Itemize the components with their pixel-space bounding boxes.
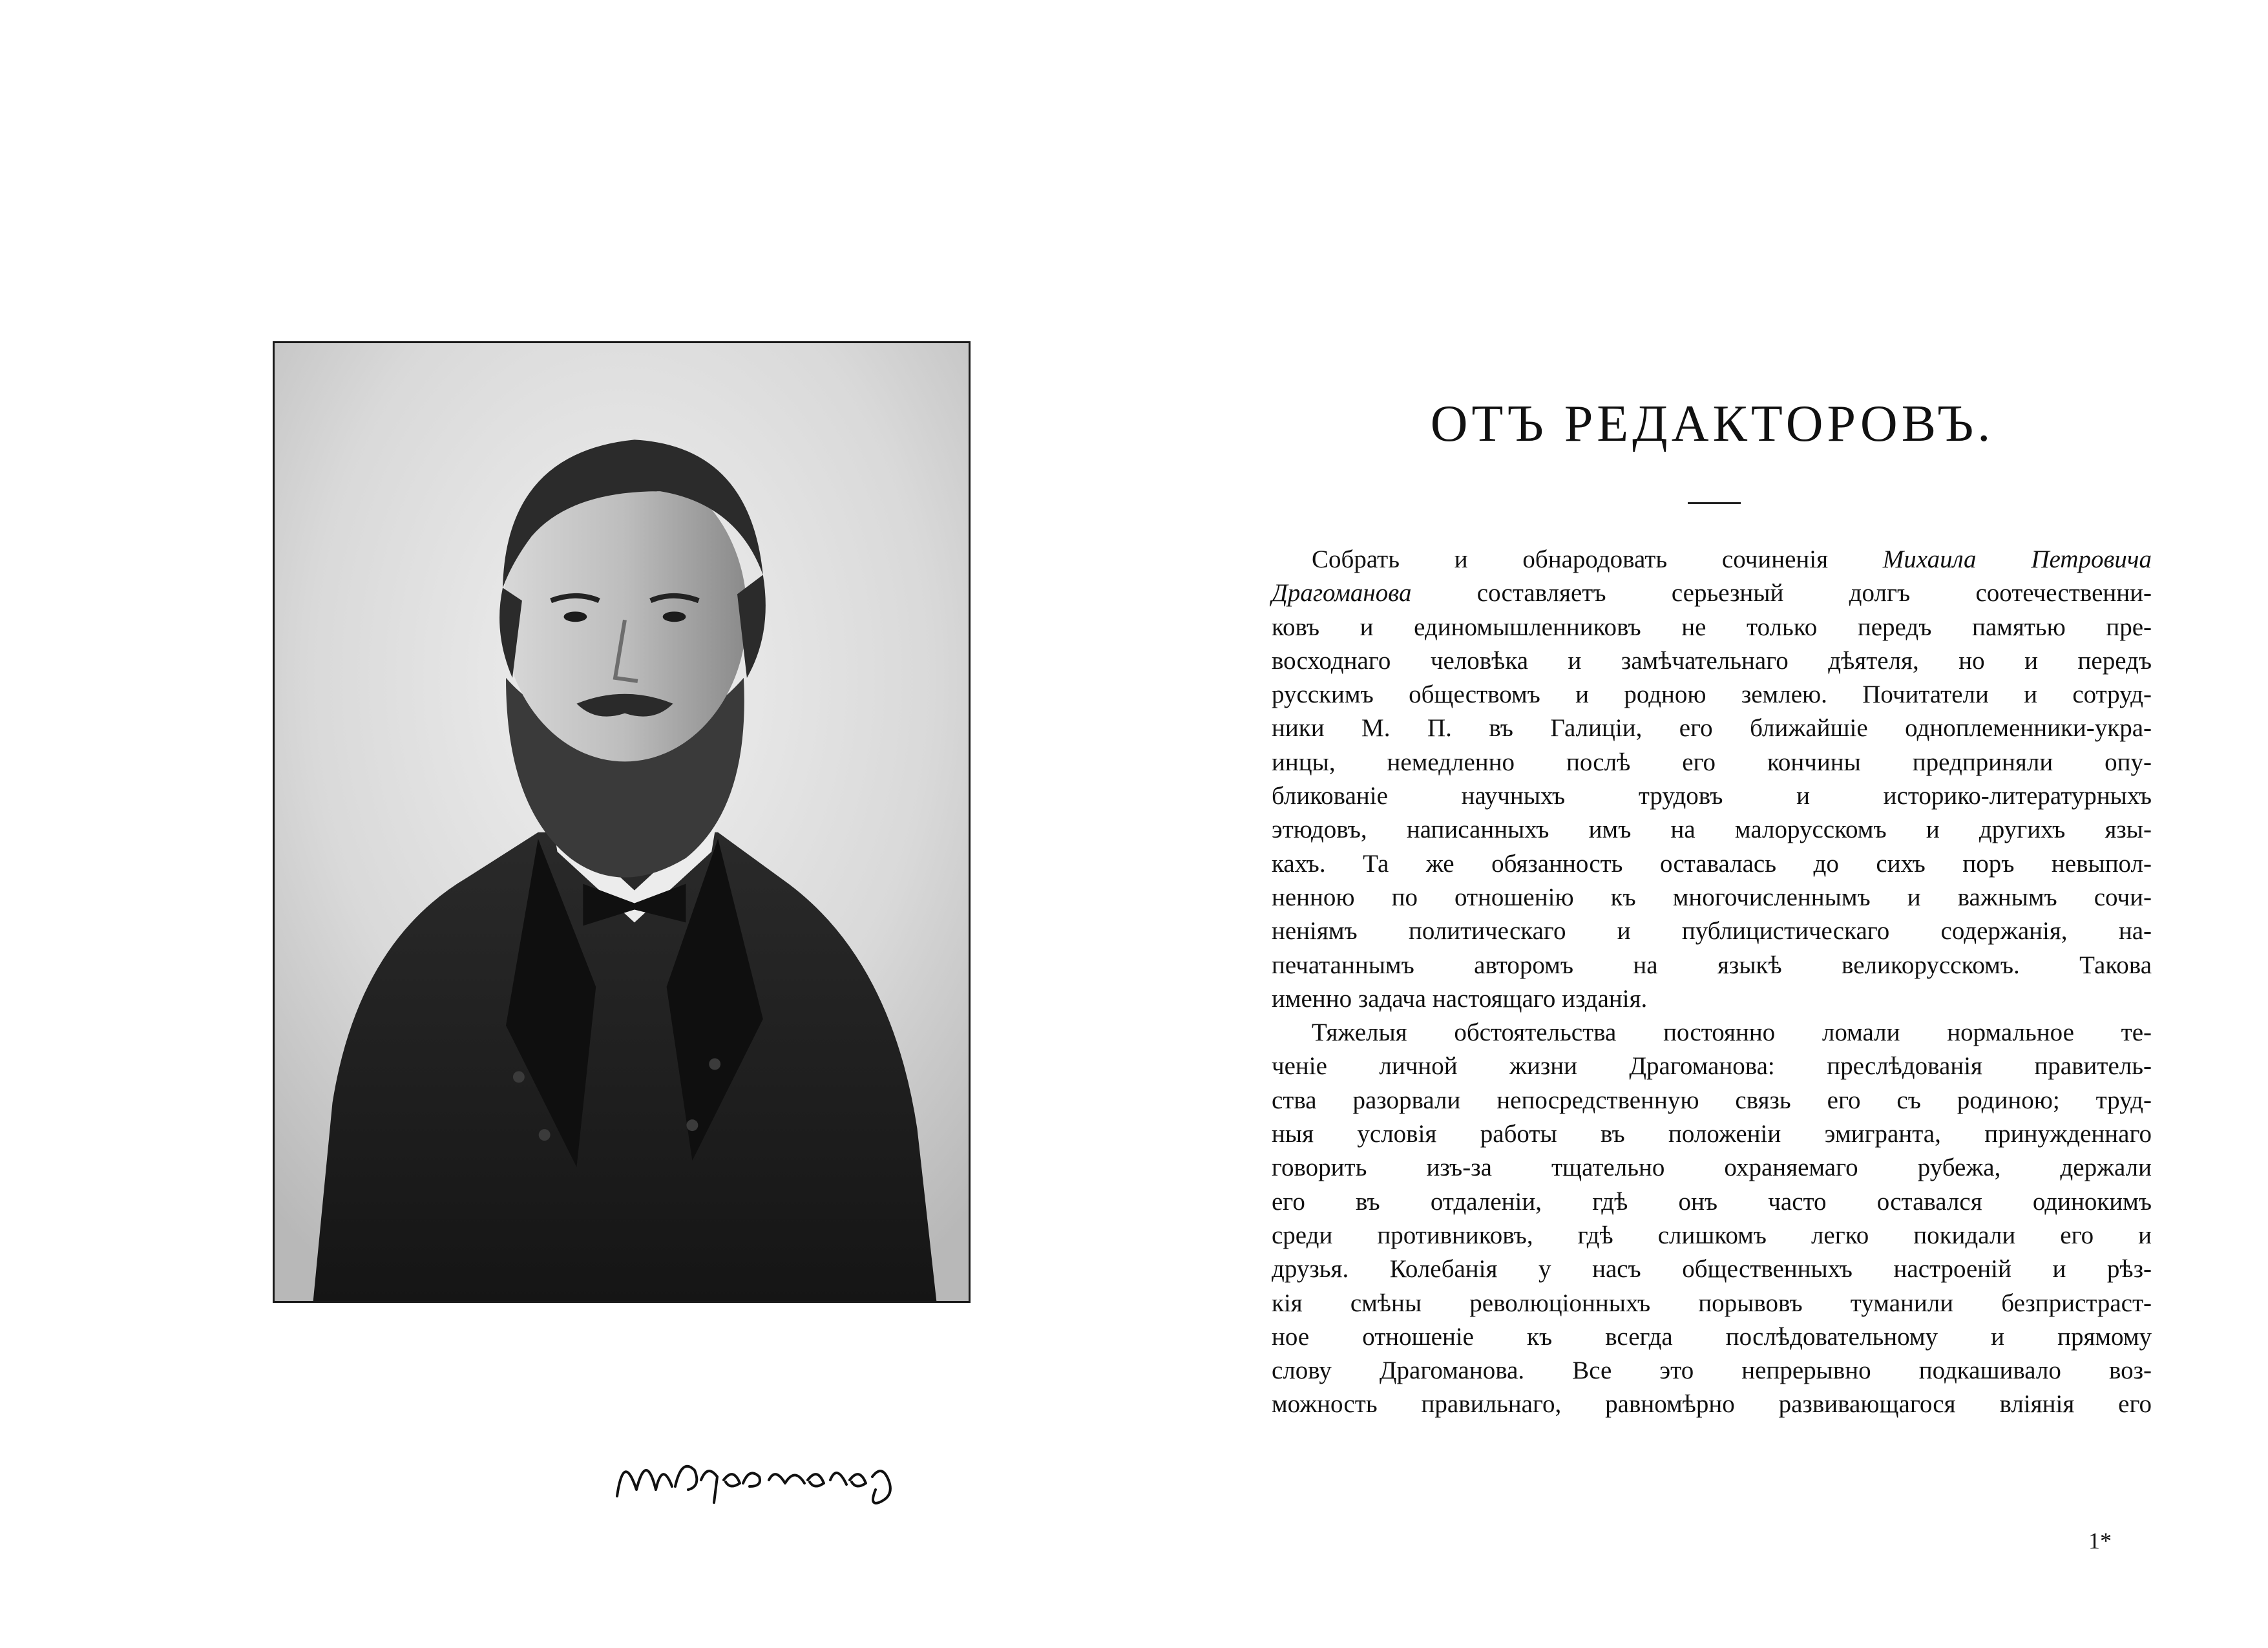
text-line: неніямъ политическаго и публицистическаго содержанія, на- [1272,917,2152,945]
signature-mark: 1* [2088,1528,2112,1554]
text-line: можность правильнаго, равномѣрно развивающагося вліянія его [1272,1390,2152,1419]
text-line: друзья. Колебанія у насъ общественныхъ настроеній и рѣз- [1272,1255,2152,1284]
text-line: ныя условія работы въ положеніи эмигранта, принужденнаго [1272,1120,2152,1148]
text-line: именно задача настоящаго изданія. [1272,984,1648,1013]
author-name-italic: Михаила Петровича [1882,545,2152,573]
text-line: бликованіе научныхъ трудовъ и историко-литературныхъ [1272,782,2152,810]
text-line: печатаннымъ авторомъ на языкѣ великорусскомъ. Такова [1272,951,2152,979]
text-span: Собрать и обнародовать сочиненія [1312,545,1883,573]
text-line: Тяжелыя обстоятельства постоянно ломали нормальное те- [1312,1019,2152,1047]
heading-divider [1688,502,1741,504]
text-line: русскимъ обществомъ и родною землею. Почитатели и сотруд- [1272,681,2152,709]
text-line: ства разорвали непосредственную связь его съ родиною; труд- [1272,1086,2152,1114]
text-line: кія смѣны революціонныхъ порывовъ туманили безпристраст- [1272,1289,2152,1317]
text-line: кахъ. Та же обязанность оставалась до сихъ поръ невыпол- [1272,849,2152,878]
author-signature [611,1425,908,1522]
text-line: ченіе личной жизни Драгоманова: преслѣдованія правитель- [1272,1052,2152,1081]
text-line: говорить изъ-за тщательно охраняемаго рубежа, держали [1272,1154,2152,1182]
text-line: восходнаго человѣка и замѣчательнаго дѣятеля, но и передъ [1272,646,2152,675]
text-line: этюдовъ, написанныхъ имъ на малорусскомъ и другихъ язы- [1272,816,2152,844]
text-line: ники М. П. въ Галиціи, его ближайшіе одноплеменники-укра- [1272,714,2152,743]
text-span: составляетъ серьезный долгъ соотечественни- [1411,579,2152,607]
text-line: его въ отдаленіи, гдѣ онъ часто оставался одинокимъ [1272,1187,2152,1216]
signature-icon [611,1425,908,1522]
text-line: слову Драгоманова. Все это непрерывно подкашивало воз- [1272,1357,2152,1385]
editorial-text [1272,543,2152,1422]
text-line: инцы, немедленно послѣ его кончины предприняли опу- [1272,748,2152,776]
page-heading: ОТЪ РЕДАКТОРОВЪ. [1430,396,1995,452]
text-line: ковъ и единомышленниковъ не только передъ памятью пре- [1272,613,2152,641]
text-line: ненною по отношенію къ многочисленнымъ и важнымъ сочи- [1272,883,2152,911]
portrait-photograph [273,341,971,1303]
text-line: ное отношеніе къ всегда послѣдовательному и прямому [1272,1322,2152,1351]
text-line: среди противниковъ, гдѣ слишкомъ легко покидали его и [1272,1221,2152,1249]
text-line [1272,543,2152,576]
author-name-italic: Драгоманова [1272,579,1412,607]
portrait-photograph-icon [275,343,969,1301]
text-line [1272,576,2152,610]
